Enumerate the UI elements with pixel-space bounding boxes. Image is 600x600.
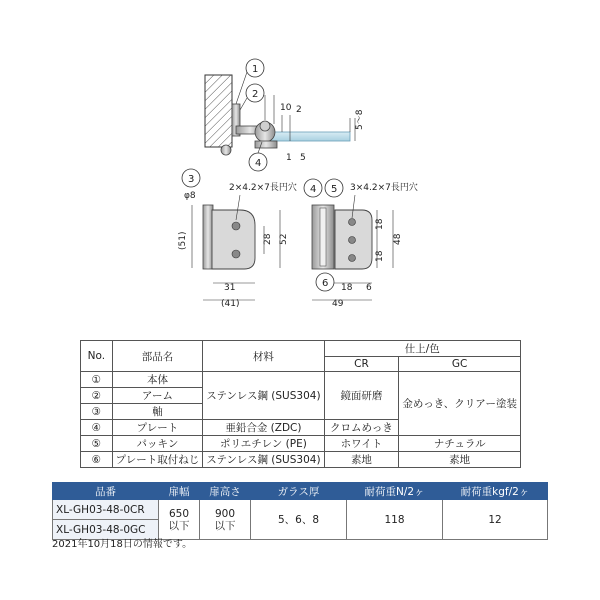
row-part: 軸 — [112, 404, 203, 420]
spec-table — [52, 482, 548, 540]
dim-1: 1 — [286, 153, 292, 163]
right-view — [304, 179, 418, 309]
plate-bottom — [255, 141, 277, 148]
row-part: プレート取付ねじ — [112, 452, 203, 468]
right-d6: 6 — [366, 283, 372, 293]
right-slot-label: 3×4.2×7長円穴 — [350, 183, 418, 193]
spec-col-width: 扉幅 — [159, 483, 200, 500]
row-gc: 金めっき、クリアー塗装 — [399, 372, 521, 436]
right-packing — [320, 208, 326, 266]
dim-5: 5 — [300, 153, 306, 163]
left-d51: (51) — [178, 231, 188, 250]
dim-10: 10 — [280, 103, 292, 113]
row-part: 本体 — [112, 372, 203, 388]
col-cr: CR — [324, 357, 399, 372]
left-view — [178, 169, 297, 309]
door-width: 650 以下 — [159, 500, 200, 540]
row-cr: 鏡面研磨 — [324, 372, 399, 420]
right-d18c: 18 — [341, 283, 353, 293]
row-part: プレート — [112, 420, 203, 436]
callout-6: 6 — [322, 278, 329, 289]
row-cr: 素地 — [324, 452, 399, 468]
row-material: ステンレス鋼 (SUS304) — [203, 452, 324, 468]
row-material: ステンレス鋼 (SUS304) — [203, 372, 324, 420]
row-no: ④ — [81, 420, 113, 436]
callout-1: 1 — [252, 64, 259, 75]
col-finish: 仕上/色 — [324, 341, 520, 357]
row-no: ① — [81, 372, 113, 388]
glass-thickness: 5、6、8 — [251, 500, 347, 540]
left-plate-back — [203, 205, 213, 269]
col-material: 材料 — [203, 341, 324, 372]
right-hole-3 — [349, 255, 356, 262]
table-row — [81, 452, 521, 468]
callout-5b: 5 — [331, 184, 338, 195]
right-d18a: 18 — [375, 218, 385, 230]
right-hole-1 — [349, 219, 356, 226]
left-phi: φ8 — [184, 191, 196, 201]
right-d48: 48 — [393, 233, 403, 245]
callout-3: 3 — [188, 174, 195, 185]
model-gc: XL-GH03-48-0GC — [53, 520, 159, 540]
callout-5a: 4 — [310, 184, 317, 195]
wall-section — [205, 75, 232, 147]
right-hole-2 — [349, 237, 356, 244]
right-d49: 49 — [332, 299, 344, 309]
row-cr: ホワイト — [324, 436, 399, 452]
table-row — [81, 436, 521, 452]
row-no: ⑥ — [81, 452, 113, 468]
row-part: アーム — [112, 388, 203, 404]
callout-2: 2 — [252, 89, 259, 100]
load-kgf: 12 — [443, 500, 548, 540]
row-material: ポリエチレン (PE) — [203, 436, 324, 452]
load-n: 118 — [347, 500, 443, 540]
spec-col-model: 品番 — [53, 483, 159, 500]
info-date-note: 2021年10月18日の情報です。 — [52, 539, 193, 550]
left-d31: 31 — [224, 283, 236, 293]
left-d52: 52 — [279, 233, 289, 245]
row-cr: クロムめっき — [324, 420, 399, 436]
left-hole-2 — [232, 250, 240, 258]
left-d28: 28 — [263, 233, 273, 245]
spec-col-load-kgf: 耐荷重kgf/2ヶ — [443, 483, 548, 500]
row-no: ③ — [81, 404, 113, 420]
row-gc: 素地 — [399, 452, 521, 468]
model-cr: XL-GH03-48-0CR — [53, 500, 159, 520]
callout-4: 4 — [255, 158, 262, 169]
left-d41: (41) — [221, 299, 240, 309]
right-d18b: 18 — [375, 250, 385, 262]
row-no: ② — [81, 388, 113, 404]
row-part: パッキン — [112, 436, 203, 452]
door-height: 900 以下 — [200, 500, 251, 540]
row-no: ⑤ — [81, 436, 113, 452]
spec-col-height: 扉高さ — [200, 483, 251, 500]
spec-col-load-n: 耐荷重N/2ヶ — [347, 483, 443, 500]
col-part: 部品名 — [112, 341, 203, 372]
parts-table — [80, 340, 521, 468]
row-material: 亜鉛合金 (ZDC) — [203, 420, 324, 436]
table-row — [53, 500, 548, 520]
spec-col-glass: ガラス厚 — [251, 483, 347, 500]
hinge-knob-top — [260, 121, 270, 131]
dim-2: 2 — [296, 105, 302, 115]
dim-5-8: 5～8 — [355, 109, 365, 130]
top-view — [205, 59, 365, 171]
left-plate — [212, 210, 255, 269]
left-hole-1 — [232, 222, 240, 230]
table-row — [81, 372, 521, 388]
row-gc: ナチュラル — [399, 436, 521, 452]
col-no: No. — [81, 341, 113, 372]
left-slot-label: 2×4.2×7長円穴 — [229, 183, 297, 193]
hinge-axis — [221, 145, 231, 155]
col-gc: GC — [399, 357, 521, 372]
